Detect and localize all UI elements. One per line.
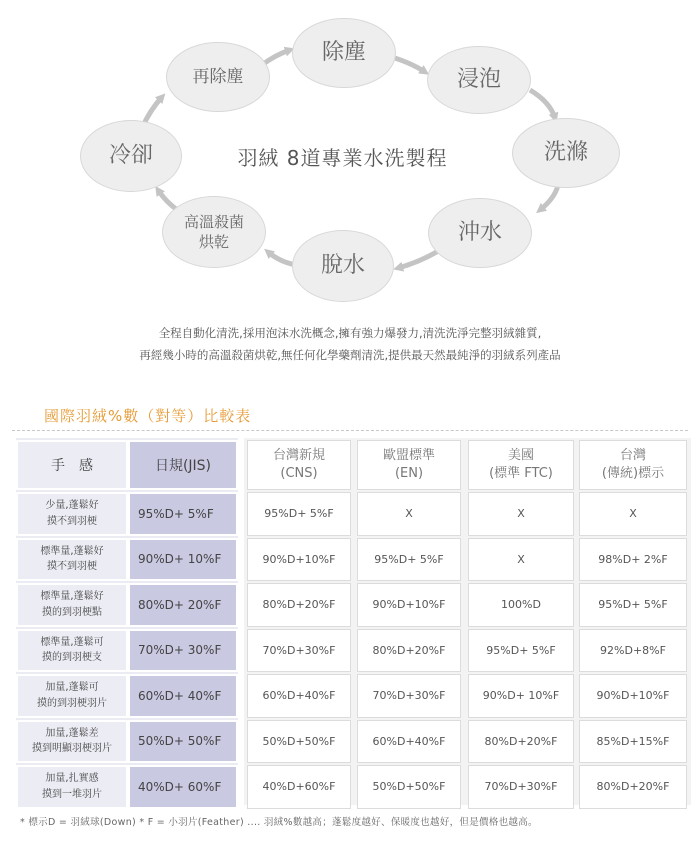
cell-cns: 60%D+40%F — [247, 674, 351, 718]
header-hand-feel: 手 感 — [16, 440, 128, 490]
cell-ftc: 100%D — [468, 583, 574, 627]
cell-ftc: 90%D+ 10%F — [468, 674, 574, 718]
header-taiwan-traditional: 台灣 (傳統)標示 — [579, 440, 687, 490]
cell-cns: 95%D+ 5%F — [247, 492, 351, 536]
step-sterilize-dry: 高溫殺菌 烘乾 — [162, 196, 266, 268]
cell-jis: 60%D+ 40%F — [128, 674, 238, 718]
cell-en: 50%D+50%F — [357, 765, 461, 809]
cell-tw: 85%D+15%F — [579, 720, 687, 764]
cell-tw: 98%D+ 2%F — [579, 538, 687, 582]
cell-hand: 加量,扎實感 摸到一堆羽片 — [16, 765, 128, 809]
cell-ftc: 70%D+30%F — [468, 765, 574, 809]
cell-tw: 80%D+20%F — [579, 765, 687, 809]
cell-hand: 標準量,蓬鬆好 摸的到羽梗點 — [16, 583, 128, 627]
cell-en: 70%D+30%F — [357, 674, 461, 718]
cell-en: X — [357, 492, 461, 536]
header-cns: 台灣新規 (CNS) — [247, 440, 351, 490]
header-en: 歐盟標準 (EN) — [357, 440, 461, 490]
step-spin-drying: 脫水 — [292, 230, 394, 302]
cell-ftc: X — [468, 538, 574, 582]
cell-hand: 少量,蓬鬆好 摸不到羽梗 — [16, 492, 128, 536]
footnote: * 標示D = 羽絨球(Down) * F = 小羽片(Feather) .... 羽絨%數越高；蓬鬆度越好、保暖度也越好，但是價格也越高。 — [20, 817, 538, 828]
cell-en: 60%D+40%F — [357, 720, 461, 764]
cell-cns: 50%D+50%F — [247, 720, 351, 764]
cell-ftc: X — [468, 492, 574, 536]
cell-hand: 加量,蓬鬆可 摸的到羽梗羽片 — [16, 674, 128, 718]
cell-cns: 70%D+30%F — [247, 629, 351, 673]
step-dust-removal: 除塵 — [292, 18, 396, 88]
step-rinsing: 沖水 — [428, 198, 532, 268]
intro-text — [0, 322, 700, 366]
cell-ftc: 95%D+ 5%F — [468, 629, 574, 673]
cell-hand: 加量,蓬鬆差 摸到明顯羽梗羽片 — [16, 720, 128, 764]
arrow-dedust-to-dust — [262, 50, 290, 65]
cell-cns: 90%D+10%F — [247, 538, 351, 582]
cell-jis: 90%D+ 10%F — [128, 538, 238, 582]
cell-jis: 95%D+ 5%F — [128, 492, 238, 536]
arrow-rinse-to-spin — [398, 250, 440, 268]
arrow-wash-to-rinse — [540, 185, 558, 210]
step-cooling: 冷卻 — [80, 120, 182, 192]
cell-en: 80%D+20%F — [357, 629, 461, 673]
cell-hand: 標準量,蓬鬆可 摸的到羽梗支 — [16, 629, 128, 673]
header-jis: 日規(JIS) — [128, 440, 238, 490]
cell-hand: 標準量,蓬鬆好 摸不到羽梗 — [16, 538, 128, 582]
cell-tw: X — [579, 492, 687, 536]
cell-en: 95%D+ 5%F — [357, 538, 461, 582]
comparison-title: 國際羽絨%數（對等）比較表 — [44, 407, 252, 425]
cell-jis: 40%D+ 60%F — [128, 765, 238, 809]
cell-tw: 95%D+ 5%F — [579, 583, 687, 627]
cell-en: 90%D+10%F — [357, 583, 461, 627]
process-title: 羽絨 8道專業水洗製程 — [237, 146, 448, 170]
intro-line-2: 再經幾小時的高溫殺菌烘乾,無任何化學藥劑清洗,提供最天然最純淨的羽絨系列產品 — [139, 348, 561, 362]
arrow-soak-to-wash — [530, 90, 555, 118]
header-ftc: 美國 (標準 FTC) — [468, 440, 574, 490]
step-washing: 洗滌 — [512, 118, 620, 188]
wash-process-cycle — [0, 0, 700, 310]
step-re-dusting: 再除塵 — [166, 42, 270, 112]
cell-tw: 92%D+8%F — [579, 629, 687, 673]
intro-line-1: 全程自動化清洗,採用泡沫水洗概念,擁有強力爆發力,清洗洗淨完整羽絨雜質, — [158, 326, 542, 340]
cell-jis: 70%D+ 30%F — [128, 629, 238, 673]
cell-ftc: 80%D+20%F — [468, 720, 574, 764]
cell-jis: 80%D+ 20%F — [128, 583, 238, 627]
cell-cns: 80%D+20%F — [247, 583, 351, 627]
cell-cns: 40%D+60%F — [247, 765, 351, 809]
cell-tw: 90%D+10%F — [579, 674, 687, 718]
divider — [12, 430, 688, 431]
cell-jis: 50%D+ 50%F — [128, 720, 238, 764]
step-soaking: 浸泡 — [427, 46, 531, 114]
